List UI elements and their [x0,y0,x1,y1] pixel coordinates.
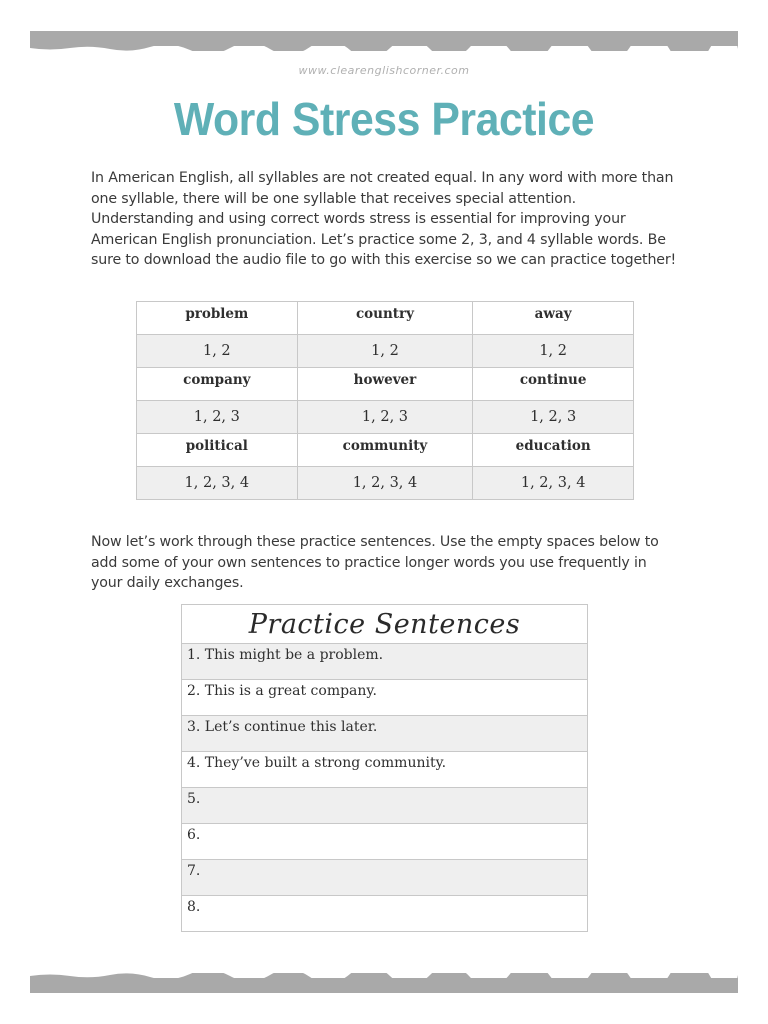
site-url: www.clearenglishcorner.com [298,64,470,77]
word-row [137,368,634,401]
syllable-cell: 1, 2, 3, 4 [137,467,298,500]
syllable-word-table [136,301,634,500]
sentence-row [182,752,588,788]
bottom-decorative-band [30,973,738,993]
word-cell: company [137,368,298,401]
sentence-cell: 3. Let’s continue this later. [182,716,588,752]
sentence-row [182,896,588,932]
sentence-cell: 2. This is a great company. [182,680,588,716]
syllable-row [137,467,634,500]
practice-sentences-table [181,604,588,932]
page-title: Word Stress Practice [173,93,595,145]
syllable-cell: 1, 2, 3, 4 [473,467,634,500]
practice-header-row [182,605,588,644]
sentence-cell: 8. [182,896,588,932]
word-cell: country [297,302,473,335]
sentence-cell: 4. They’ve built a strong community. [182,752,588,788]
word-cell: political [137,434,298,467]
word-row [137,434,634,467]
sentence-row [182,824,588,860]
torn-edge-top [30,46,738,52]
syllable-cell: 1, 2 [297,335,473,368]
sentence-row [182,788,588,824]
word-row [137,302,634,335]
intro-paragraph: In American English, all syllables are not created equal. In any word with more than one syllable, there will be one syllable that receives special attention. Understanding and using correct words stress is essential for improving your American English pronunciation. Let’s practice some 2, 3, and 4 syllable words. Be sure to download the audio file to go with this exercise so we can practice together! [91,170,677,269]
word-cell: away [473,302,634,335]
sentence-cell: 7. [182,860,588,896]
syllable-row [137,401,634,434]
sentence-row [182,680,588,716]
word-cell: community [297,434,473,467]
syllable-cell: 1, 2, 3 [297,401,473,434]
word-cell: problem [137,302,298,335]
torn-edge-bottom [30,972,738,978]
syllable-cell: 1, 2 [137,335,298,368]
top-decorative-band [30,31,738,51]
sentence-cell: 5. [182,788,588,824]
word-cell: continue [473,368,634,401]
sentence-row [182,716,588,752]
syllable-cell: 1, 2 [473,335,634,368]
syllable-row [137,335,634,368]
syllable-cell: 1, 2, 3, 4 [297,467,473,500]
word-cell: however [297,368,473,401]
syllable-cell: 1, 2, 3 [137,401,298,434]
sentence-row [182,860,588,896]
sentence-cell: 1. This might be a problem. [182,644,588,680]
sentence-row [182,644,588,680]
sentence-cell: 6. [182,824,588,860]
syllable-cell: 1, 2, 3 [473,401,634,434]
instructions-paragraph: Now let’s work through these practice sentences. Use the empty spaces below to add some of your own sentences to practice longer words you use frequently in your daily exchanges. [91,534,659,592]
word-cell: education [473,434,634,467]
practice-heading: Practice Sentences [182,605,588,644]
